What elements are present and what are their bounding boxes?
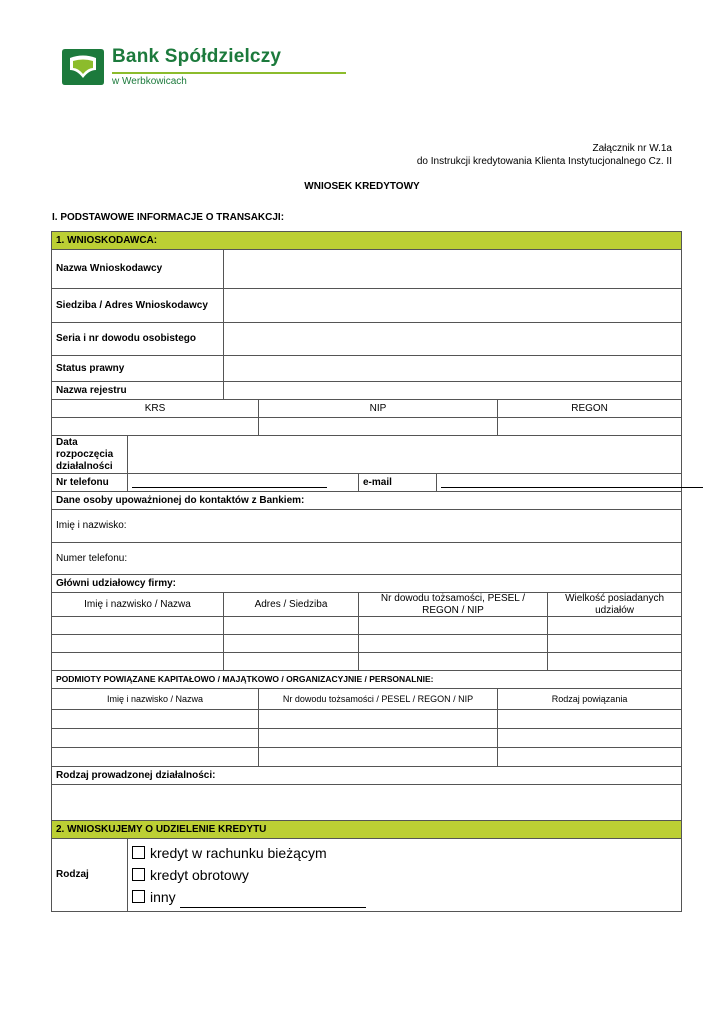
shareholder-shares-cell[interactable] <box>548 635 682 653</box>
related-id-cell[interactable] <box>259 710 498 729</box>
shareholder-name-cell[interactable] <box>52 653 224 671</box>
table-row <box>52 729 682 748</box>
checkbox-working-capital[interactable] <box>132 868 145 881</box>
bank-name: Bank Spółdzielczy <box>112 46 282 67</box>
shareholders-col-name: Imię i nazwisko / Nazwa <box>52 593 224 617</box>
related-name-cell[interactable] <box>52 729 259 748</box>
related-id-cell[interactable] <box>259 729 498 748</box>
registry-name-label: Nazwa rejestru <box>52 382 224 400</box>
id-number-label: Seria i nr dowodu osobistego <box>52 323 224 356</box>
related-relation-cell[interactable] <box>498 710 682 729</box>
start-date-field[interactable] <box>128 436 682 474</box>
shareholders-col-address: Adres / Siedziba <box>224 593 359 617</box>
shareholder-id-cell[interactable] <box>359 635 548 653</box>
bank-location: w Werbkowicach <box>112 76 187 87</box>
option-other-credit[interactable] <box>132 886 677 908</box>
regon-field[interactable] <box>498 418 682 436</box>
option-working-capital-label: kredyt obrotowy <box>150 867 249 883</box>
related-id-cell[interactable] <box>259 748 498 767</box>
checkbox-other[interactable] <box>132 890 145 903</box>
phone-label: Nr telefonu <box>52 474 128 492</box>
applicant-address-field[interactable] <box>224 289 682 323</box>
contact-name-field[interactable]: Imię i nazwisko: <box>52 510 682 543</box>
related-name-cell[interactable] <box>52 710 259 729</box>
logo-divider <box>112 72 346 74</box>
table-row <box>52 653 682 671</box>
phone-underline <box>132 477 327 488</box>
shareholders-col-shares: Wielkość posiadanych udziałów <box>548 593 682 617</box>
shareholder-shares-cell[interactable] <box>548 653 682 671</box>
shareholder-address-cell[interactable] <box>224 617 359 635</box>
id-number-field[interactable] <box>224 323 682 356</box>
bank-logo-icon <box>60 48 106 86</box>
credit-application-form <box>51 231 682 912</box>
related-relation-cell[interactable] <box>498 748 682 767</box>
shareholder-id-cell[interactable] <box>359 617 548 635</box>
shareholder-name-cell[interactable] <box>52 617 224 635</box>
document-title: WNIOSEK KREDYTOWY <box>304 181 420 192</box>
table-row <box>52 748 682 767</box>
shareholders-col-id: Nr dowodu tożsamości, PESEL / REGON / NIP <box>359 593 548 617</box>
shareholders-header: Główni udziałowcy firmy: <box>52 575 682 593</box>
table-row <box>52 617 682 635</box>
email-label: e-mail <box>359 474 437 492</box>
related-col-name: Imię i nazwisko / Nazwa <box>52 689 259 710</box>
related-col-relation: Rodzaj powiązania <box>498 689 682 710</box>
bank-logo <box>60 46 300 92</box>
registry-name-field[interactable] <box>224 382 682 400</box>
nip-label: NIP <box>259 400 498 418</box>
checkbox-overdraft[interactable] <box>132 846 145 859</box>
option-working-capital-credit[interactable] <box>132 864 677 886</box>
related-col-id: Nr dowodu tożsamości / PESEL / REGON / NIP <box>259 689 498 710</box>
applicant-address-label: Siedziba / Adres Wnioskodawcy <box>52 289 224 323</box>
legal-status-field[interactable] <box>224 356 682 382</box>
credit-kind-label: Rodzaj <box>52 839 128 912</box>
section-title: I. PODSTAWOWE INFORMACJE O TRANSAKCJI: <box>52 212 285 223</box>
nip-field[interactable] <box>259 418 498 436</box>
other-credit-input[interactable] <box>180 893 366 908</box>
legal-status-label: Status prawny <box>52 356 224 382</box>
credit-section-header: 2. WNIOSKUJEMY O UDZIELENIE KREDYTU <box>52 821 682 839</box>
shareholder-id-cell[interactable] <box>359 653 548 671</box>
activity-type-field[interactable] <box>52 785 682 821</box>
table-row <box>52 635 682 653</box>
annex-line-2: do Instrukcji kredytowania Klienta Instytucjonalnego Cz. II <box>416 155 672 167</box>
table-row <box>52 710 682 729</box>
shareholder-name-cell[interactable] <box>52 635 224 653</box>
related-entities-header: PODMIOTY POWIĄZANE KAPITAŁOWO / MAJĄTKOWO / ORGANIZACYJNIE / PERSONALNIE: <box>52 671 682 689</box>
email-underline <box>441 477 703 488</box>
krs-field[interactable] <box>52 418 259 436</box>
start-date-label: Data rozpoczęcia działalności <box>52 436 128 474</box>
activity-type-label: Rodzaj prowadzonej działalności: <box>52 767 682 785</box>
shareholder-shares-cell[interactable] <box>548 617 682 635</box>
related-relation-cell[interactable] <box>498 729 682 748</box>
option-other-label: inny <box>150 889 176 905</box>
applicant-name-field[interactable] <box>224 250 682 289</box>
regon-label: REGON <box>498 400 682 418</box>
email-field[interactable] <box>437 474 682 492</box>
option-overdraft-credit[interactable] <box>132 842 677 864</box>
annex-reference <box>417 143 672 168</box>
contact-person-header: Dane osoby upoważnionej do kontaktów z Bankiem: <box>52 492 682 510</box>
applicant-section-header: 1. WNIOSKODAWCA: <box>52 232 682 250</box>
shareholder-address-cell[interactable] <box>224 635 359 653</box>
krs-label: KRS <box>52 400 259 418</box>
option-overdraft-label: kredyt w rachunku bieżącym <box>150 845 327 861</box>
contact-phone-field[interactable]: Numer telefonu: <box>52 543 682 575</box>
phone-field[interactable] <box>128 474 359 492</box>
related-name-cell[interactable] <box>52 748 259 767</box>
credit-kind-options <box>128 839 682 912</box>
applicant-name-label: Nazwa Wnioskodawcy <box>52 250 224 289</box>
shareholder-address-cell[interactable] <box>224 653 359 671</box>
annex-line-1: Załącznik nr W.1a <box>592 143 672 154</box>
